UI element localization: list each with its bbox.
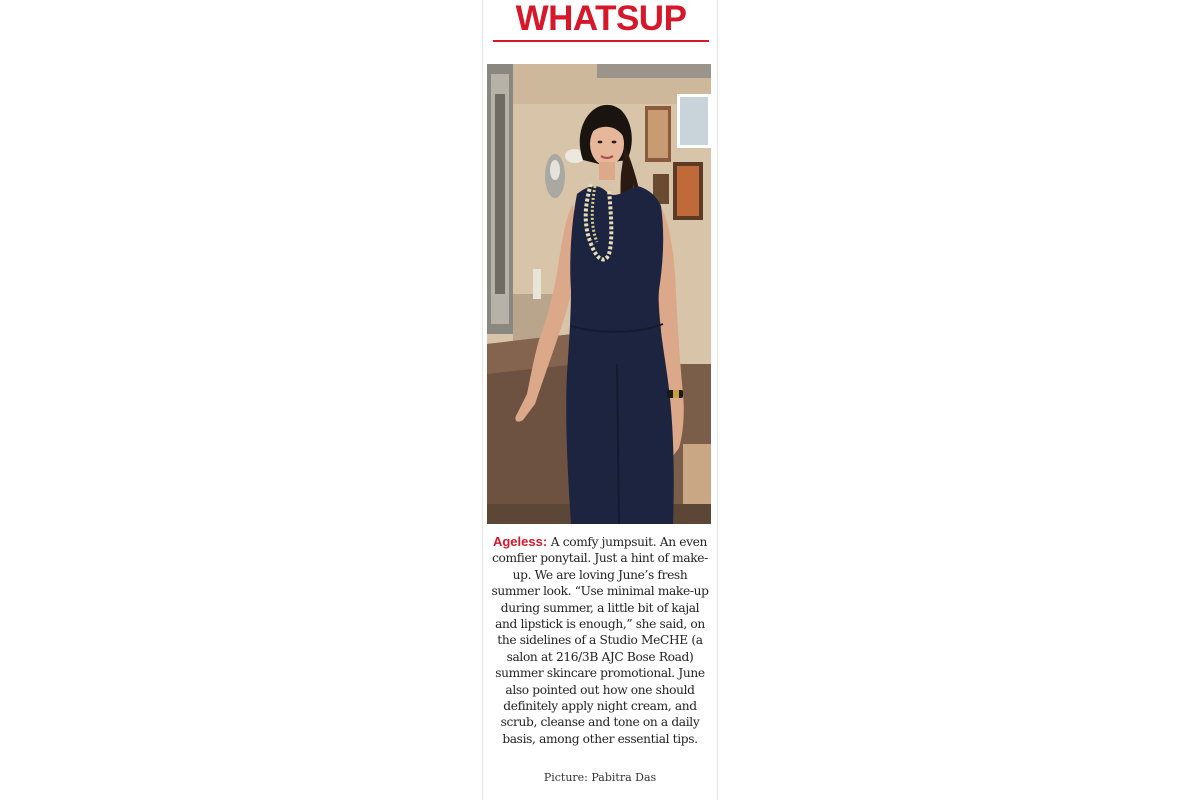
photo-illustration: [487, 64, 711, 524]
newspaper-clipping: [482, 0, 718, 800]
article-caption: [489, 534, 711, 747]
section-title: WHATSUP: [515, 0, 687, 38]
caption-body: A comfy jumpsuit. An even comfier ponytail. Just a hint of make-up. We are loving June’s fresh summer look. “Use minimal make-up during summer, a little bit of kajal and lipstick is enough,” she said, on the sidelines of a Studio MeCHE (a salon at 216/3B AJC Bose Road) summer skincare promotional. June also pointed out how one should definitely apply night cream, and scrub, cleanse and tone on a daily basis, among other essential tips.: [491, 535, 709, 746]
photo-credit: Picture: Pabitra Das: [543, 771, 657, 784]
masthead-rule: [493, 40, 709, 42]
section-masthead: [493, 0, 709, 44]
article-photo: [487, 64, 711, 524]
caption-kicker: Ageless:: [492, 534, 551, 549]
jumpsuit: [566, 186, 674, 524]
